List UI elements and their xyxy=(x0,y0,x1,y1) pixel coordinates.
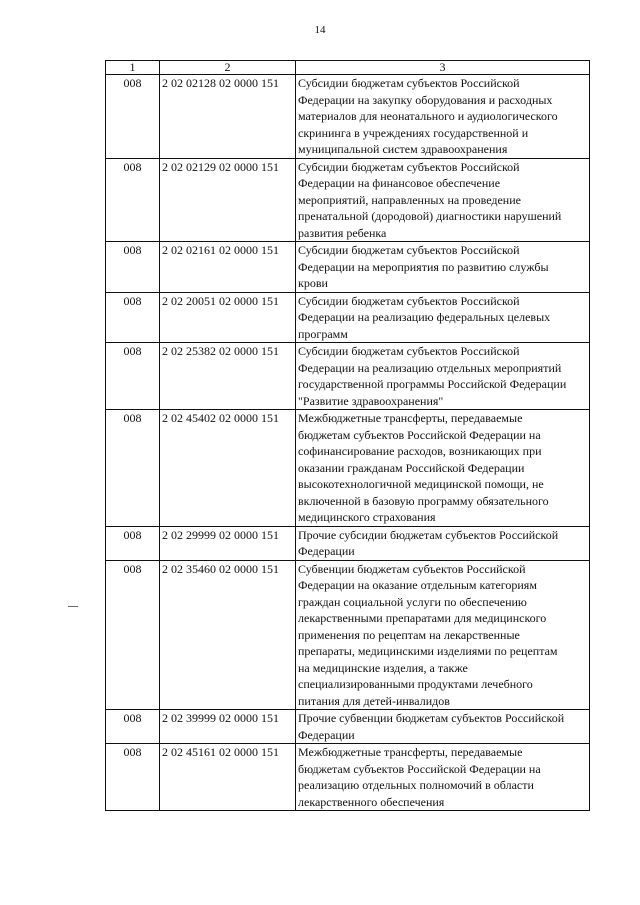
description-line: Субсидии бюджетам субъектов Российской xyxy=(298,243,520,257)
description-line: бюджетам субъектов Российской Федерации на xyxy=(298,427,541,442)
description-cell xyxy=(296,410,590,527)
description-line: оказании гражданам Российской Федерации xyxy=(298,460,525,475)
budget-code-cell: 2 02 02129 02 0000 151 xyxy=(160,158,296,242)
description-line: Федерации на реализацию отдельных мероприятий xyxy=(298,360,562,375)
table-row xyxy=(106,158,590,242)
table-row xyxy=(106,75,590,159)
description-line: граждан социальной услуги по обеспечению xyxy=(298,594,527,609)
table-row xyxy=(106,560,590,710)
description-line: скрининга в учреждениях государственной и xyxy=(298,125,529,140)
description-line: пренатальной (дородовой) диагностики нарушений xyxy=(298,209,562,223)
description-line: Субсидии бюджетам субъектов Российской xyxy=(298,76,520,90)
description-cell xyxy=(296,242,590,293)
budget-code-cell: 2 02 25382 02 0000 151 xyxy=(160,343,296,410)
margin-mark xyxy=(68,606,78,607)
budget-code-cell: 2 02 02161 02 0000 151 xyxy=(160,242,296,293)
admin-code-cell: 008 xyxy=(106,158,160,242)
description-line: Федерации xyxy=(298,544,355,558)
description-line: Федерации на оказание отдельным категориям xyxy=(298,578,537,592)
description-line: Федерации на финансовое обеспечение xyxy=(298,176,501,190)
table-row xyxy=(106,292,590,343)
budget-code-cell: 2 02 02128 02 0000 151 xyxy=(160,75,296,159)
admin-code-cell: 008 xyxy=(106,242,160,293)
table-body xyxy=(106,75,590,811)
admin-code-cell: 008 xyxy=(106,526,160,560)
description-line: Федерации на закупку оборудования и расходных xyxy=(298,92,553,107)
page-number: 14 xyxy=(314,24,326,36)
description-line: Субвенции бюджетам субъектов Российской xyxy=(298,561,526,576)
table-row xyxy=(106,744,590,811)
description-line: Федерации на мероприятия по развитию службы xyxy=(298,259,549,274)
description-line: софинансирование расходов, возникающих при xyxy=(298,444,542,458)
description-cell xyxy=(296,526,590,560)
description-line: специализированными продуктами лечебного xyxy=(298,677,533,691)
description-line: развития ребенка xyxy=(298,225,387,240)
description-line: питания для детей-инвалидов xyxy=(298,693,450,708)
budget-code-cell: 2 02 29999 02 0000 151 xyxy=(160,526,296,560)
table-row xyxy=(106,710,590,744)
description-line: Субсидии бюджетам субъектов Российской xyxy=(298,293,520,308)
admin-code-cell: 008 xyxy=(106,75,160,159)
description-cell xyxy=(296,744,590,811)
description-cell xyxy=(296,560,590,710)
description-line: Прочие субвенции бюджетам субъектов Российской xyxy=(298,711,565,725)
admin-code-cell: 008 xyxy=(106,410,160,527)
admin-code-cell: 008 xyxy=(106,343,160,410)
description-line: Межбюджетные трансферты, передаваемые xyxy=(298,411,523,425)
budget-code-table xyxy=(105,60,590,811)
description-line: лекарственными препаратами для медицинского xyxy=(298,611,547,625)
description-line: лекарственного обеспечения xyxy=(298,794,445,809)
description-line: Субсидии бюджетам субъектов Российской xyxy=(298,344,520,358)
description-line: крови xyxy=(298,276,328,290)
description-line: высокотехнологичной медицинской помощи, не xyxy=(298,477,544,491)
description-line: Федерации xyxy=(298,727,355,742)
budget-code-cell: 2 02 45161 02 0000 151 xyxy=(160,744,296,811)
admin-code-cell: 008 xyxy=(106,710,160,744)
table-header-row xyxy=(106,61,590,75)
description-line: реализацию отдельных полномочий в области xyxy=(298,778,534,792)
budget-code-cell: 2 02 35460 02 0000 151 xyxy=(160,560,296,710)
admin-code-cell: 008 xyxy=(106,744,160,811)
description-line: включенной в базовую программу обязательного xyxy=(298,493,549,508)
column-header: 1 xyxy=(106,61,160,75)
description-line: бюджетам субъектов Российской Федерации на xyxy=(298,761,541,776)
description-line: Федерации на реализацию федеральных целевых xyxy=(298,310,551,324)
description-line: Прочие субсидии бюджетам субъектов Российской xyxy=(298,527,559,542)
description-line: программ xyxy=(298,326,348,341)
description-line: материалов для неонатального и аудиологического xyxy=(298,109,558,123)
column-header: 2 xyxy=(160,61,296,75)
table-row xyxy=(106,410,590,527)
budget-code-cell: 2 02 45402 02 0000 151 xyxy=(160,410,296,527)
table-row xyxy=(106,242,590,293)
budget-code-cell: 2 02 20051 02 0000 151 xyxy=(160,292,296,343)
description-line: государственной программы Российской Федерации xyxy=(298,377,567,391)
description-line: применения по рецептам на лекарственные xyxy=(298,627,520,642)
description-cell xyxy=(296,158,590,242)
description-line: мероприятий, направленных на проведение xyxy=(298,192,521,207)
description-cell xyxy=(296,75,590,159)
admin-code-cell: 008 xyxy=(106,560,160,710)
description-cell xyxy=(296,292,590,343)
column-header: 3 xyxy=(296,61,590,75)
admin-code-cell: 008 xyxy=(106,292,160,343)
description-line: препараты, медицинскими изделиями по рецептам xyxy=(298,644,558,658)
description-line: Межбюджетные трансферты, передаваемые xyxy=(298,745,523,759)
table-row xyxy=(106,526,590,560)
description-cell xyxy=(296,343,590,410)
table-row xyxy=(106,343,590,410)
description-line: Субсидии бюджетам субъектов Российской xyxy=(298,159,520,174)
description-line: муниципальной систем здравоохранения xyxy=(298,142,508,156)
description-line: на медицинские изделия, а также xyxy=(298,660,468,675)
description-cell xyxy=(296,710,590,744)
description-line: медицинского страхования xyxy=(298,510,436,524)
description-line: "Развитие здравоохранения" xyxy=(298,393,444,408)
budget-code-cell: 2 02 39999 02 0000 151 xyxy=(160,710,296,744)
